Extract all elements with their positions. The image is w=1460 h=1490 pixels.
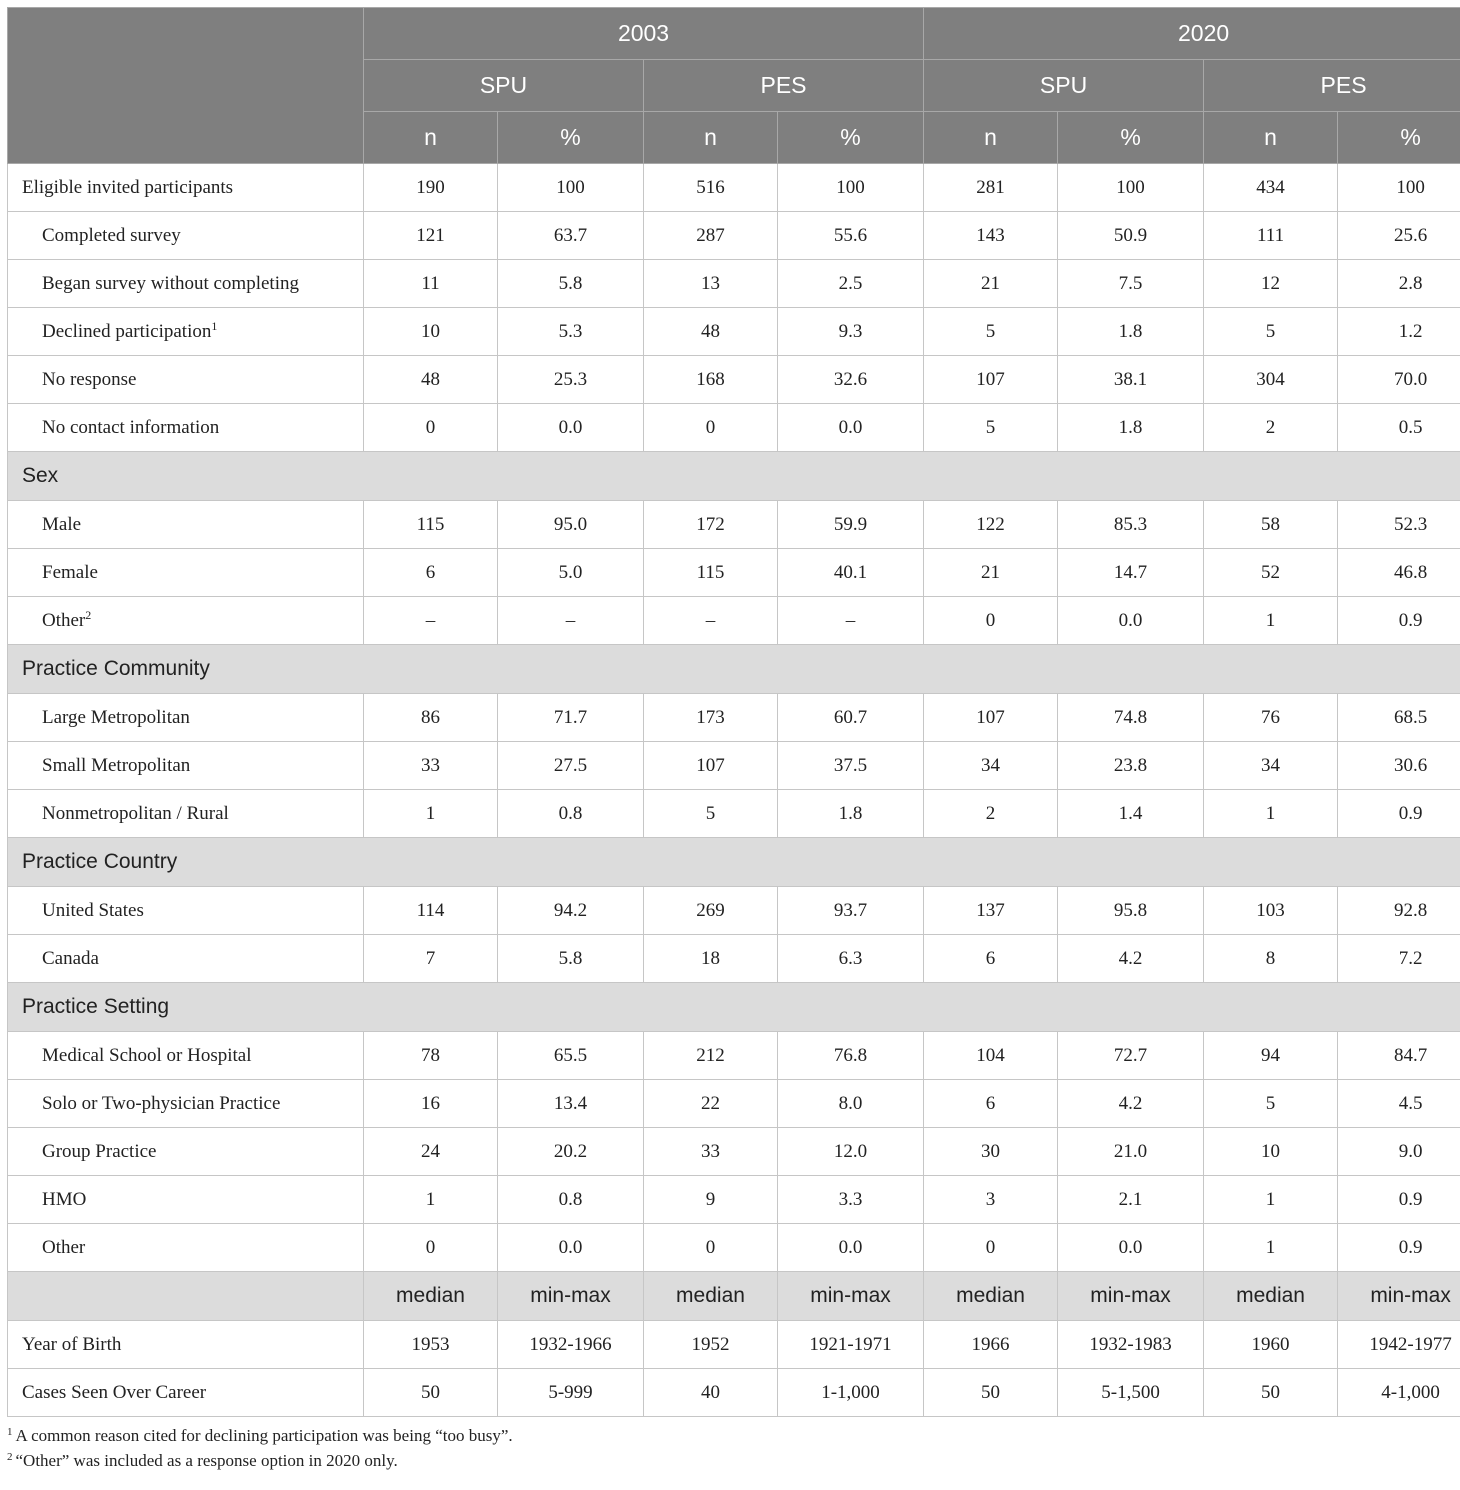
table-cell: 52.3 — [1338, 501, 1460, 549]
row-label-text: No response — [42, 368, 137, 390]
table-cell: 107 — [644, 742, 778, 790]
row-label-text: Female — [42, 561, 98, 583]
table-cell: 0.8 — [498, 1176, 644, 1224]
table-cell: 33 — [644, 1128, 778, 1176]
table-row — [8, 212, 1460, 260]
group-header: PES — [1204, 60, 1460, 112]
table-cell: 55.6 — [778, 212, 924, 260]
row-label — [8, 1032, 364, 1080]
table-cell: 516 — [644, 164, 778, 212]
table-cell: 63.7 — [498, 212, 644, 260]
table-row — [8, 1321, 1460, 1369]
group-header: SPU — [924, 60, 1204, 112]
table-cell: 4.5 — [1338, 1080, 1460, 1128]
row-label — [8, 935, 364, 983]
table-cell: 92.8 — [1338, 887, 1460, 935]
table-cell: 24 — [364, 1128, 498, 1176]
row-label-text: Cases Seen Over Career — [22, 1381, 207, 1403]
table-cell: 18 — [644, 935, 778, 983]
row-label-text: Declined participation — [42, 320, 212, 342]
column-header: % — [1058, 112, 1204, 164]
table-cell: 0.5 — [1338, 404, 1460, 452]
table-cell: 37.5 — [778, 742, 924, 790]
table-cell: 85.3 — [1058, 501, 1204, 549]
row-label-text: United States — [42, 899, 144, 921]
table-cell: 50 — [924, 1369, 1058, 1417]
table-cell: 1932-1966 — [498, 1321, 644, 1369]
table-cell: 1932-1983 — [1058, 1321, 1204, 1369]
table-cell: 0.9 — [1338, 1176, 1460, 1224]
table-cell: 38.1 — [1058, 356, 1204, 404]
table-cell: 1-1,000 — [778, 1369, 924, 1417]
row-label-text: Nonmetropolitan / Rural — [42, 802, 229, 824]
table-cell: 6 — [364, 549, 498, 597]
table-row — [8, 1176, 1460, 1224]
table-cell: 190 — [364, 164, 498, 212]
table-cell: 1 — [364, 790, 498, 838]
table-cell: 0 — [644, 1224, 778, 1272]
table-cell: 20.2 — [498, 1128, 644, 1176]
group-header: SPU — [364, 60, 644, 112]
table-cell: 2.5 — [778, 260, 924, 308]
table-cell: 40 — [644, 1369, 778, 1417]
table-cell: 0.9 — [1338, 790, 1460, 838]
table-row — [8, 1369, 1460, 1417]
table-cell: 5-1,500 — [1058, 1369, 1204, 1417]
year-header: 2003 — [364, 8, 924, 60]
table-cell: 84.7 — [1338, 1032, 1460, 1080]
table-cell: 2.8 — [1338, 260, 1460, 308]
row-label-text: Began survey without completing — [42, 272, 299, 294]
table-cell: 5.0 — [498, 549, 644, 597]
row-label — [8, 356, 364, 404]
table-cell: 48 — [644, 308, 778, 356]
table-cell: 1.2 — [1338, 308, 1460, 356]
table-row — [8, 1080, 1460, 1128]
row-label — [8, 404, 364, 452]
table-cell: 2 — [924, 790, 1058, 838]
table-cell: 78 — [364, 1032, 498, 1080]
row-label-text: Canada — [42, 947, 99, 969]
table-cell: 0.0 — [498, 404, 644, 452]
table-cell: 5 — [644, 790, 778, 838]
table-row — [8, 1032, 1460, 1080]
table-row — [8, 549, 1460, 597]
footnote-marker: 2 — [85, 607, 92, 622]
table-cell: 1942-1977 — [1338, 1321, 1460, 1369]
table-cell: 32.6 — [778, 356, 924, 404]
section-label: Practice Country — [8, 838, 1460, 887]
table-cell: 0.0 — [1058, 1224, 1204, 1272]
table-cell: 121 — [364, 212, 498, 260]
footnote-mark: 2 — [7, 1451, 13, 1463]
row-label-text: HMO — [42, 1188, 87, 1210]
row-label — [8, 549, 364, 597]
table-body — [8, 164, 1460, 1417]
table-cell: – — [364, 597, 498, 645]
table-cell: 111 — [1204, 212, 1338, 260]
row-label-text: Solo or Two-physician Practice — [42, 1092, 281, 1114]
section-header-row — [8, 645, 1460, 694]
table-cell: 212 — [644, 1032, 778, 1080]
table-cell: 40.1 — [778, 549, 924, 597]
table-row — [8, 260, 1460, 308]
table-cell: 25.6 — [1338, 212, 1460, 260]
column-header: n — [364, 112, 498, 164]
row-label — [8, 1128, 364, 1176]
table-row — [8, 742, 1460, 790]
row-label — [8, 308, 364, 356]
row-label — [8, 260, 364, 308]
table-row — [8, 935, 1460, 983]
table-cell: 11 — [364, 260, 498, 308]
row-label-text: Small Metropolitan — [42, 754, 191, 776]
table-cell: 1921-1971 — [778, 1321, 924, 1369]
row-label — [8, 501, 364, 549]
table-cell: 72.7 — [1058, 1032, 1204, 1080]
row-label-text: Male — [42, 513, 82, 535]
table-cell: 269 — [644, 887, 778, 935]
table-cell: 9.3 — [778, 308, 924, 356]
table-cell: 122 — [924, 501, 1058, 549]
table-cell: 434 — [1204, 164, 1338, 212]
stat-header-cell: min-max — [778, 1272, 924, 1321]
row-label-text: Large Metropolitan — [42, 706, 190, 728]
table-cell: 5 — [1204, 308, 1338, 356]
table-cell: 9.0 — [1338, 1128, 1460, 1176]
table-cell: 287 — [644, 212, 778, 260]
row-label-text: Other — [42, 1236, 86, 1258]
row-label-text: Other — [42, 609, 86, 631]
table-cell: 1 — [1204, 597, 1338, 645]
table-cell: 1.8 — [778, 790, 924, 838]
table-row — [8, 694, 1460, 742]
table-cell: 5 — [924, 404, 1058, 452]
table-cell: 21 — [924, 260, 1058, 308]
table-cell: 1952 — [644, 1321, 778, 1369]
table-cell: 3.3 — [778, 1176, 924, 1224]
section-header-row — [8, 838, 1460, 887]
table-cell: 21 — [924, 549, 1058, 597]
table-cell: 12.0 — [778, 1128, 924, 1176]
table-cell: 52 — [1204, 549, 1338, 597]
footnote — [7, 1448, 1453, 1473]
footnote-mark: 1 — [7, 1426, 13, 1438]
table-row — [8, 308, 1460, 356]
table-cell: – — [498, 597, 644, 645]
row-label — [8, 742, 364, 790]
table-cell: 1 — [1204, 1176, 1338, 1224]
stat-header-cell: min-max — [498, 1272, 644, 1321]
table-cell: 0.9 — [1338, 597, 1460, 645]
table-cell: 13 — [644, 260, 778, 308]
table-cell: 0.0 — [1058, 597, 1204, 645]
table-cell: – — [644, 597, 778, 645]
table-cell: 58 — [1204, 501, 1338, 549]
table-cell: 71.7 — [498, 694, 644, 742]
table-cell: 68.5 — [1338, 694, 1460, 742]
table-cell: 137 — [924, 887, 1058, 935]
table-cell: 304 — [1204, 356, 1338, 404]
stat-header-cell: median — [1204, 1272, 1338, 1321]
row-label-text: Medical School or Hospital — [42, 1044, 252, 1066]
table-cell: 8.0 — [778, 1080, 924, 1128]
stat-header-cell: median — [364, 1272, 498, 1321]
table-cell: 107 — [924, 356, 1058, 404]
table-cell: 3 — [924, 1176, 1058, 1224]
table-cell: 1 — [1204, 790, 1338, 838]
table-cell: 50.9 — [1058, 212, 1204, 260]
table-cell: 6 — [924, 1080, 1058, 1128]
table-cell: 0 — [644, 404, 778, 452]
table-cell: 46.8 — [1338, 549, 1460, 597]
table-cell: 21.0 — [1058, 1128, 1204, 1176]
table-cell: 0 — [364, 404, 498, 452]
row-label — [8, 212, 364, 260]
table-header — [8, 8, 1460, 164]
table-cell: 0.0 — [778, 1224, 924, 1272]
stat-header-cell: median — [924, 1272, 1058, 1321]
table-row — [8, 1128, 1460, 1176]
table-cell: 34 — [924, 742, 1058, 790]
table-cell: 60.7 — [778, 694, 924, 742]
table-cell: 10 — [364, 308, 498, 356]
table-cell: 2 — [1204, 404, 1338, 452]
table-cell: 0 — [924, 1224, 1058, 1272]
row-label — [8, 1321, 364, 1369]
table-cell: 5 — [1204, 1080, 1338, 1128]
column-header: % — [1338, 112, 1460, 164]
table-cell: 76.8 — [778, 1032, 924, 1080]
table-cell: 14.7 — [1058, 549, 1204, 597]
table-cell: 5.8 — [498, 935, 644, 983]
table-cell: 5 — [924, 308, 1058, 356]
stat-header-cell: median — [644, 1272, 778, 1321]
table-cell: 115 — [644, 549, 778, 597]
table-cell: 0 — [364, 1224, 498, 1272]
table-cell: 8 — [1204, 935, 1338, 983]
table-cell: 12 — [1204, 260, 1338, 308]
table-cell: 95.0 — [498, 501, 644, 549]
table-cell: 173 — [644, 694, 778, 742]
table-cell: 4.2 — [1058, 935, 1204, 983]
table-cell: 50 — [364, 1369, 498, 1417]
table-cell: 30.6 — [1338, 742, 1460, 790]
stat-header-cell: min-max — [1058, 1272, 1204, 1321]
row-label-text: Group Practice — [42, 1140, 157, 1162]
table-cell: 70.0 — [1338, 356, 1460, 404]
table-row — [8, 356, 1460, 404]
table-cell: 0.8 — [498, 790, 644, 838]
year-header-row — [8, 8, 1460, 60]
stat-header-row — [8, 1272, 1460, 1321]
row-label — [8, 790, 364, 838]
table-cell: 4-1,000 — [1338, 1369, 1460, 1417]
table-cell: 281 — [924, 164, 1058, 212]
table-cell: 100 — [1058, 164, 1204, 212]
row-label — [8, 1080, 364, 1128]
table-cell: 23.8 — [1058, 742, 1204, 790]
row-label — [8, 597, 364, 645]
table-cell: 100 — [778, 164, 924, 212]
table-cell: 0.0 — [498, 1224, 644, 1272]
row-label-text: Year of Birth — [22, 1333, 122, 1355]
table-cell: 1 — [364, 1176, 498, 1224]
survey-table — [7, 7, 1460, 1417]
table-row — [8, 597, 1460, 645]
table-cell: 0.0 — [778, 404, 924, 452]
corner-cell — [8, 8, 364, 164]
table-cell: 93.7 — [778, 887, 924, 935]
table-cell: 16 — [364, 1080, 498, 1128]
table-cell: 1960 — [1204, 1321, 1338, 1369]
table-cell: 4.2 — [1058, 1080, 1204, 1128]
table-cell: 143 — [924, 212, 1058, 260]
column-header: n — [1204, 112, 1338, 164]
row-label-text: Eligible invited participants — [22, 176, 234, 198]
column-header: n — [644, 112, 778, 164]
table-cell: 0.9 — [1338, 1224, 1460, 1272]
column-header: n — [924, 112, 1058, 164]
table-cell: 34 — [1204, 742, 1338, 790]
table-cell: 9 — [644, 1176, 778, 1224]
stat-header-cell: min-max — [1338, 1272, 1460, 1321]
table-cell: 100 — [1338, 164, 1460, 212]
table-cell: 22 — [644, 1080, 778, 1128]
table-cell: 5.3 — [498, 308, 644, 356]
table-row — [8, 887, 1460, 935]
table-cell: 1953 — [364, 1321, 498, 1369]
table-cell: 5-999 — [498, 1369, 644, 1417]
row-label — [8, 1176, 364, 1224]
table-cell: 48 — [364, 356, 498, 404]
row-label — [8, 1224, 364, 1272]
table-cell: 6.3 — [778, 935, 924, 983]
footnote — [7, 1423, 1453, 1448]
section-label: Practice Setting — [8, 983, 1460, 1032]
table-cell: 25.3 — [498, 356, 644, 404]
table-row — [8, 790, 1460, 838]
table-row — [8, 501, 1460, 549]
row-label-text: No contact information — [42, 416, 220, 438]
table-cell: 1966 — [924, 1321, 1058, 1369]
footnote-text: A common reason cited for declining participation was being “too busy”. — [15, 1426, 513, 1445]
table-cell: 103 — [1204, 887, 1338, 935]
column-header: % — [778, 112, 924, 164]
table-cell: 0 — [924, 597, 1058, 645]
footnote-text: “Other” was included as a response option in 2020 only. — [15, 1451, 398, 1470]
section-label: Sex — [8, 452, 1460, 501]
table-cell: 6 — [924, 935, 1058, 983]
table-cell: 10 — [1204, 1128, 1338, 1176]
stat-header-blank — [8, 1272, 364, 1321]
table-cell: 94.2 — [498, 887, 644, 935]
row-label — [8, 887, 364, 935]
table-cell: 7.5 — [1058, 260, 1204, 308]
section-header-row — [8, 983, 1460, 1032]
table-cell: 7.2 — [1338, 935, 1460, 983]
table-cell: 33 — [364, 742, 498, 790]
table-cell: 1.8 — [1058, 308, 1204, 356]
table-cell: 5.8 — [498, 260, 644, 308]
table-row — [8, 164, 1460, 212]
table-cell: 86 — [364, 694, 498, 742]
table-cell: 27.5 — [498, 742, 644, 790]
table-row — [8, 404, 1460, 452]
table-cell: 115 — [364, 501, 498, 549]
row-label — [8, 1369, 364, 1417]
table-cell: 13.4 — [498, 1080, 644, 1128]
table-cell: 104 — [924, 1032, 1058, 1080]
table-cell: 168 — [644, 356, 778, 404]
table-cell: 107 — [924, 694, 1058, 742]
table-row — [8, 1224, 1460, 1272]
footnotes — [7, 1423, 1453, 1473]
year-header: 2020 — [924, 8, 1460, 60]
table-cell: 59.9 — [778, 501, 924, 549]
table-cell: 114 — [364, 887, 498, 935]
table-cell: 1.4 — [1058, 790, 1204, 838]
table-cell: 76 — [1204, 694, 1338, 742]
footnote-marker: 1 — [211, 318, 218, 333]
table-cell: 95.8 — [1058, 887, 1204, 935]
table-cell: 172 — [644, 501, 778, 549]
table-cell: 74.8 — [1058, 694, 1204, 742]
table-container — [7, 7, 1453, 1473]
table-cell: 1.8 — [1058, 404, 1204, 452]
column-header: % — [498, 112, 644, 164]
section-header-row — [8, 452, 1460, 501]
table-cell: 100 — [498, 164, 644, 212]
row-label-text: Completed survey — [42, 224, 181, 246]
table-cell: 30 — [924, 1128, 1058, 1176]
row-label — [8, 694, 364, 742]
table-cell: 1 — [1204, 1224, 1338, 1272]
section-label: Practice Community — [8, 645, 1460, 694]
table-cell: 50 — [1204, 1369, 1338, 1417]
table-cell: 7 — [364, 935, 498, 983]
table-cell: 65.5 — [498, 1032, 644, 1080]
row-label — [8, 164, 364, 212]
table-cell: 94 — [1204, 1032, 1338, 1080]
table-cell: 2.1 — [1058, 1176, 1204, 1224]
table-cell: – — [778, 597, 924, 645]
group-header: PES — [644, 60, 924, 112]
